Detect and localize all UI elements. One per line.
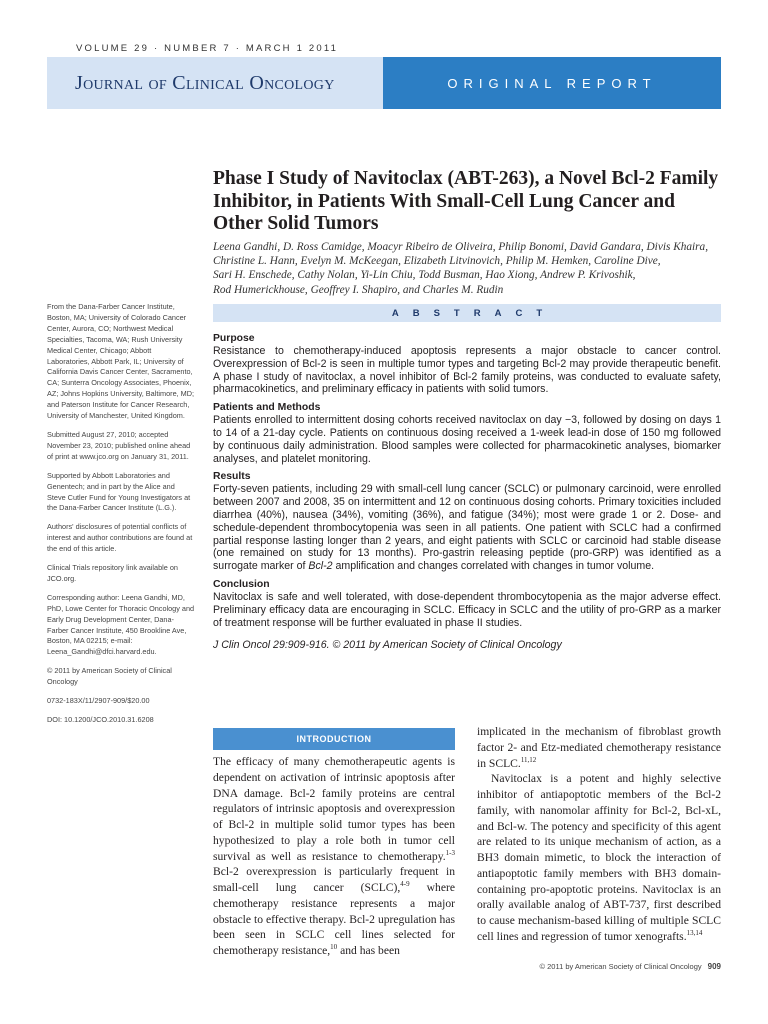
author-line: Christine L. Hann, Evelyn M. McKeegan, Elizabeth Litvinovich, Philip M. Hemken, Caroline Dive, [213,255,661,268]
reference-sup: 13,14 [686,928,703,937]
intro-paragraph-continued [477,724,721,771]
corresponding-author: Corresponding author: Leena Gandhi, MD, PhD, Lowe Center for Thoracic Oncology and Early Drug Development Center, Dana-Farber Cancer Institute, 450 Brookline Ave, Boston, MA 02215; e-mail: Leena_Gandhi@dfci.harvard.edu. [47,592,195,657]
reference-sup: 10 [330,943,338,952]
body-text: where chemotherapy resistance represents a major obstacle to effective therapy. Bcl-2 upregulation has been seen in SCLC cell lines selected for chemotherapy resistance, [213,881,455,957]
introduction-header [213,728,455,750]
navitoclax-paragraph [477,771,721,944]
author-line: Sari H. Enschede, Cathy Nolan, Yi-Lin Chiu, Todd Busman, Hao Xiong, Andrew P. Krivoshik, [213,269,636,282]
page-footer [540,962,722,971]
body-text: Bcl-2 overexpression is particularly frequent in small-cell lung cancer (SCLC), [213,865,455,894]
results-gene-name: Bcl-2 [308,560,333,573]
abstract-body [213,333,721,651]
funding-support: Supported by Abbott Laboratories and Genentech; and in part by the Alice and Steve Cutler Fund for Young Investigators at the Dana-Farber Cancer Institute (L.G.). [47,470,191,513]
abstract-label: ABSTRACT [391,307,557,319]
issn: 0732-183X/11/2907-909/$20.00 [47,696,150,706]
body-column-right [477,724,721,945]
author-line: Rod Humerickhouse, Geoffrey I. Shapiro, and Charles M. Rudin [213,283,504,296]
disclosures-note: Authors' disclosures of potential conflicts of interest and author contributions are found at the end of this article. [47,522,193,554]
introduction-label: INTRODUCTION [296,734,372,744]
footer-copyright: © 2011 by American Society of Clinical Oncology [539,962,702,971]
results-text-part: amplification and changes correlated with changes in tumor volume. [332,560,655,573]
journal-name: Journal of Clinical Oncology [75,71,335,94]
issue-line: VOLUME 29 · NUMBER 7 · MARCH 1 2011 [76,43,339,54]
abstract-header [213,304,721,322]
body-text: implicated in the mechanism of fibroblast growth factor 2- and Etz-mediated chemotherapy resistance in SCLC. [477,725,721,770]
results-text [213,483,721,573]
article-sidebar [47,302,195,726]
methods-heading: Patients and Methods [213,402,321,414]
conclusion-heading: Conclusion [213,578,270,590]
body-text: The efficacy of many chemotherapeutic agents is dependent on activation of intrinsic apoptosis after DNA damage. Bcl-2 family proteins are central regulators of intrinsic apoptosis and overexpression of Bcl-2 in multiple solid tumor types has been hypothesized to play a role both in tumor cell survival as well as resistance to chemotherapy. [213,755,455,863]
intro-paragraph [213,754,455,959]
report-type: ORIGINAL REPORT [447,75,657,91]
body-text: and has been [337,944,400,957]
methods-text: Patients enrolled to intermittent dosing cohorts received navitoclax on day −3, followed by dosing on days 1 to 14 of a 21-day cycle. Patients on continuous dosing received a 1-week lead-in dose of 150 mg followed by continuous daily administration. Blood samples were collected for pharmacokinetic analyses, biomarker analyses, and platelet monitoring. [213,414,721,465]
journal-header [47,57,721,109]
author-line: Leena Gandhi, D. Ross Camidge, Moacyr Ribeiro de Oliveira, Philip Bonomi, David Gandara, Divis Khaira, [213,241,709,253]
submission-dates: Submitted August 27, 2010; accepted November 23, 2010; published online ahead of print at www.jco.org on January 31, 2011. [47,429,191,461]
purpose-text: Resistance to chemotherapy-induced apoptosis represents a major obstacle to cancer control. Overexpression of Bcl-2 is seen in multiple tumor types and targeting Bcl-2 may provide therapeutic benefit. A phase I study of navitoclax, a novel inhibitor of Bcl-2 family proteins, was conducted to evaluate safety, pharmacokinetics, and preliminary efficacy in patients with solid tumors. [213,345,721,396]
report-type-box [383,57,721,109]
author-list [213,240,721,297]
journal-name-box [47,57,383,109]
article-title: Phase I Study of Navitoclax (ABT-263), a Novel Bcl-2 Family Inhibitor, in Patients With Small-Cell Lung Cancer and Other Solid Tumors [213,168,719,234]
page-number: 909 [707,962,721,971]
body-column-left [213,754,455,959]
reference-sup: 4-9 [400,880,410,889]
affiliations: From the Dana-Farber Cancer Institute, Boston, MA; University of Colorado Cancer Center, Aurora, CO; Northwest Medical Specialties, Tacoma, WA; Rush University Medical Center, Chicago; Abbott Laboratories, Abbott Park, IL; University of California Davis Cancer Center, Sacramento, CA; Sunterra Oncology Associates, Phoenix, AZ; Johns Hopkins University, Baltimore, MD; and Paterson Institute for Cancer Research, University of Manchester, United Kingdom. [47,302,195,421]
reference-sup: 1-3 [445,848,455,857]
citation: J Clin Oncol 29:909-916. © 2011 by American Society of Clinical Oncology [213,639,562,652]
doi: DOI: 10.1200/JCO.2010.31.6208 [47,715,154,724]
reference-sup: 11,12 [520,755,537,764]
conclusion-text: Navitoclax is safe and well tolerated, with dose-dependent thrombocytopenia as the major adverse effect. Preliminary efficacy data are encouraging in SCLC. Efficacy in SCLC and the utility of pro-GRP as a marker of treatment response will be further evaluated in phase II studies. [213,590,721,629]
results-text-part: Forty-seven patients, including 29 with small-cell lung cancer (SCLC) or pulmonary carcinoid, were enrolled between 2007 and 2008, 35 on intermittent and 12 on continuous dosing cohorts. Primary toxicities included diarrhea (40%), nausea (34%), vomiting (36%), and fatigue (34%); most were grade 1 or 2. Dose- and schedule-dependent thrombocytopenia was seen in all patients. One patient with SCLC had a confirmed partial response lasting longer than 2 years, and eight patients with SCLC or carcinoid had stable disease (one remained on study for 13 months). Pro-gastrin releasing peptide (pro-GRP) was identified as a surrogate marker of [213,483,721,573]
body-text: Navitoclax is a potent and highly selective inhibitor of antiapoptotic members of the Bcl-2 family, with nanomolar affinity for Bcl-2, Bcl-xL, and Bcl-w. The potency and specificity of this agent are related to its unique mechanism of action, as a BH3 domain mimetic, to block the interaction of antiapoptotic family members with BH3 domain-containing pro-apoptotic proteins. Navitoclax is an orally available analog of ABT-737, first described to cause mechanism-based killing of multiple SCLC cell lines and regression of tumor xenografts. [477,772,721,943]
purpose-heading: Purpose [213,333,255,344]
clinical-trials-note: Clinical Trials repository link available on JCO.org. [47,563,178,583]
sidebar-copyright: © 2011 by American Society of Clinical Oncology [47,666,172,687]
results-heading: Results [213,471,251,483]
